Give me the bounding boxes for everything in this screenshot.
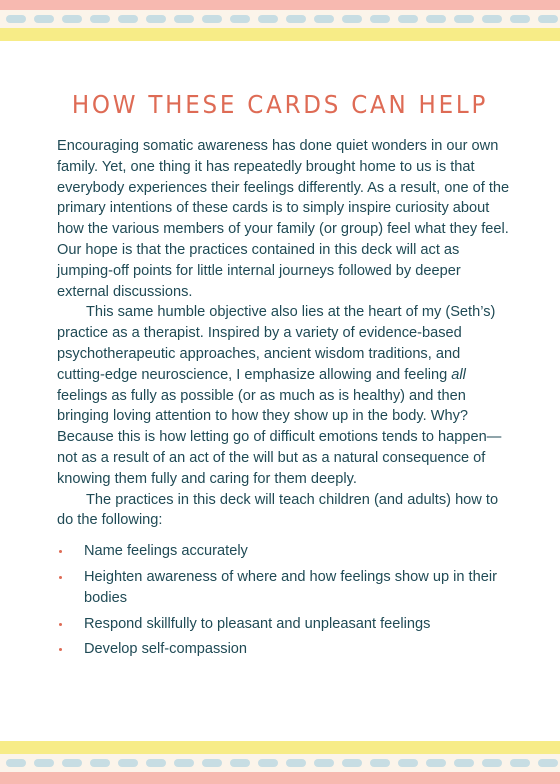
bottom-yellow-border [0,741,560,754]
bullet-icon [59,550,62,553]
paragraph-2 [57,302,512,489]
top-yellow-border [0,28,560,41]
dash-mark [62,15,82,23]
list-item-text: Heighten awareness of where and how feelings show up in their bodies [84,568,497,606]
dash-mark [482,15,502,23]
paragraph-2-emphasis: all [451,366,466,383]
dash-mark [118,15,138,23]
dash-mark [342,15,362,23]
dash-mark [286,759,306,767]
dash-mark [454,15,474,23]
bullet-list [57,541,512,660]
paragraph-2-text-b: feelings as fully as possible (or as much as is healthy) and then bringing loving attention to how they show up in the body. Why? Because this is how letting go of difficult emotions tends to happen—not as a result of an act of the will but as a natural consequence of knowing them fully and caring for them deeply. [57,387,502,487]
dash-mark [510,759,530,767]
dash-mark [342,759,362,767]
dash-mark [230,759,250,767]
bullet-icon [59,648,62,651]
dash-mark [202,759,222,767]
bullet-icon [59,623,62,626]
dash-mark [146,15,166,23]
dash-mark [398,759,418,767]
dash-mark [34,15,54,23]
dash-mark [146,759,166,767]
dash-mark [34,759,54,767]
list-item-text: Name feelings accurately [84,543,248,560]
dash-mark [538,759,558,767]
dash-mark [314,759,334,767]
list-item-text: Respond skillfully to pleasant and unpleasant feelings [84,615,431,632]
dash-mark [118,759,138,767]
page-title: HOW THESE CARDS CAN HELP [71,90,489,119]
paragraph-3: The practices in this deck will teach children (and adults) how to do the following: [57,491,499,529]
dash-mark [6,15,26,23]
list-item-text: Develop self-compassion [84,641,248,658]
paragraph-1: Encouraging somatic awareness has done quiet wonders in our own family. Yet, one thing it has repeatedly brought home to us is that everybody experiences their feelings differently. As a result, one of the primary intentions of these cards is to simply inspire curiosity about how the various members of your family (or group) feel what they feel. Our hope is that the practices contained in this deck will act as jumping-off points for little internal journeys followed by deeper external discussions. [57,138,510,300]
bullet-icon [59,576,62,579]
list-item [57,614,512,635]
top-pink-border [0,0,560,10]
dash-mark [510,15,530,23]
list-item [57,541,512,562]
bottom-pink-border [0,772,560,784]
dash-mark [370,15,390,23]
dash-mark [90,759,110,767]
dash-mark [398,15,418,23]
dash-mark [314,15,334,23]
dash-mark [426,15,446,23]
paragraph-2-text-a: This same humble objective also lies at the heart of my (Seth’s) practice as a therapist. Inspired by a variety of evidence-based psychotherapeutic approaches, ancient wisdom traditions, and cutting-edge neuroscience, I emphasize allowing and feeling [57,304,496,383]
dash-mark [286,15,306,23]
dash-mark [258,15,278,23]
dash-mark [230,15,250,23]
dash-mark [90,15,110,23]
dash-mark [6,759,26,767]
body-text [57,136,512,665]
dash-mark [174,759,194,767]
dash-mark [202,15,222,23]
dash-mark [426,759,446,767]
top-dashed-border [0,10,560,28]
dash-mark [258,759,278,767]
dash-mark [454,759,474,767]
dash-mark [370,759,390,767]
bottom-dashed-border [0,754,560,772]
list-item [57,639,512,660]
dash-mark [62,759,82,767]
dash-mark [482,759,502,767]
dash-mark [174,15,194,23]
list-item [57,567,512,609]
dash-mark [538,15,558,23]
